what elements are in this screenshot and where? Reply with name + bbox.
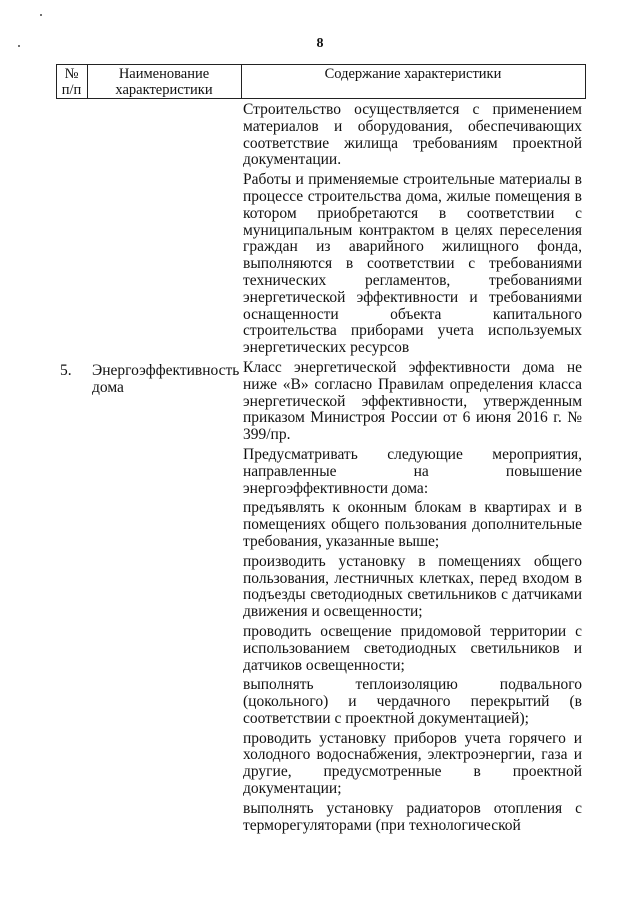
content-paragraph: Строительство осуществляется с применением материалов и оборудования, обеспечивающих соответствие жилища требованиям проектной документации.	[243, 101, 582, 169]
content-paragraph: предъявлять к оконным блокам в квартирах и в помещениях общего пользования дополнительные требования, указанные выше;	[243, 499, 582, 550]
content-paragraph: производить установку в помещениях общего пользования, лестничных клетках, перед входом в подъезды светодиодных светильников с датчиками движения и освещенности;	[243, 552, 582, 621]
table-right-border	[585, 64, 586, 99]
header-content: Содержание характеристики	[324, 66, 502, 82]
row-name: Энергоэффективность дома	[92, 362, 240, 396]
table-top-border	[56, 64, 586, 65]
content-paragraph: Работы и применяемые строительные материалы в процессе строительства дома, жилые помещения в котором приобретаются в соответствии с муниципальным контрактом в целях переселения граждан из аварийного жилищного фонда, выполняются в соответствии с требованиями технических регламентов, требованиями энергетической эффективности и требованиями оснащенности объекта капитального строительства приборами учета используемых энергетических ресурсов	[243, 171, 582, 357]
header-name-line1: Наименование	[118, 66, 210, 82]
content-paragraph: Предусматривать следующие мероприятия, направленные на повышение энергоэффективности дома:	[243, 445, 582, 497]
content-paragraph: Класс энергетической эффективности дома не ниже «В» согласно Правилам определения класса энергетической эффективности, утвержденным приказом Министроя России от 6 июня 2016 г. № 399/пр.	[243, 358, 582, 444]
header-number-line2: п/п	[61, 82, 82, 98]
characteristics-table	[56, 64, 586, 905]
row-number: 5.	[60, 362, 72, 379]
header-name	[87, 66, 241, 98]
page-number: 8	[316, 36, 324, 51]
content-column	[243, 102, 582, 837]
content-paragraph: выполнять установку радиаторов отопления с терморегуляторами (при технологической	[243, 799, 582, 834]
scan-speck	[40, 14, 42, 16]
header-number	[56, 66, 87, 98]
header-number-line1: №	[64, 66, 79, 82]
content-paragraph: проводить установку приборов учета горячего и холодного водоснабжения, электроэнергии, газа и другие, предусмотренные в проектной документации;	[243, 729, 582, 798]
content-paragraph: проводить освещение придомовой территории с использованием светодиодных светильников и датчиков освещенности;	[243, 622, 582, 674]
table-header-border	[56, 98, 586, 99]
content-paragraph: выполнять теплоизоляцию подвального (цокольного) и чердачного перекрытий (в соответствии с проектной документацией);	[243, 676, 582, 727]
header-name-line2: характеристики	[115, 82, 213, 98]
